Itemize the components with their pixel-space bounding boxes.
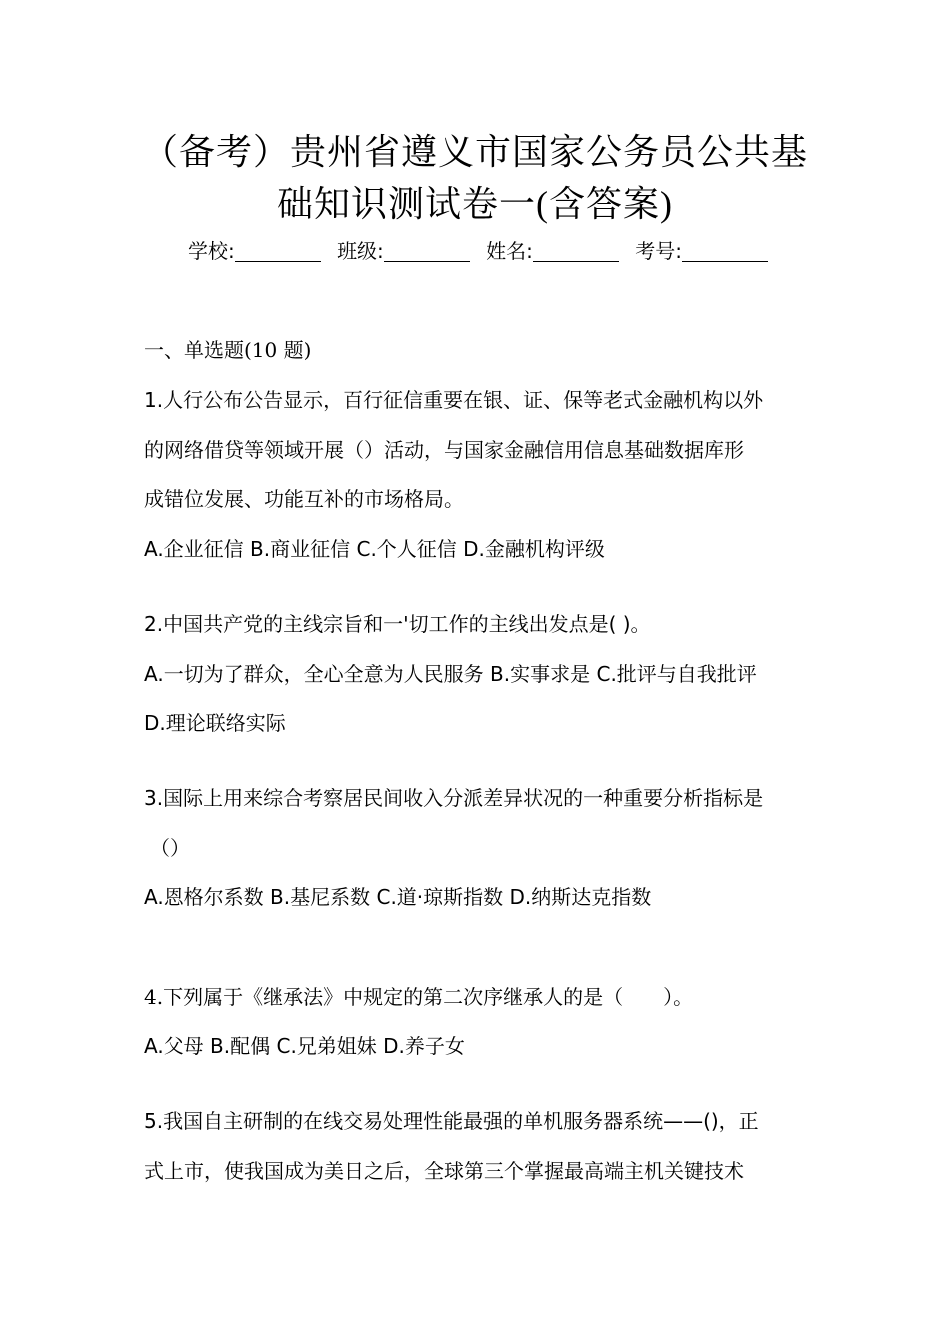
q1-stem-line-2: 的网络借贷等领域开展（）活动，与国家金融信用信息基础数据库形	[144, 438, 744, 462]
q2-options-line-2: D.理论联络实际	[144, 711, 286, 735]
school-blank[interactable]	[235, 241, 321, 262]
q3-options: A.恩格尔系数 B.基尼系数 C.道·琼斯指数 D.纳斯达克指数	[144, 885, 652, 909]
q4-options: A.父母 B.配偶 C.兄弟姐妹 D.养子女	[144, 1034, 465, 1058]
name-label: 姓名:	[486, 239, 533, 263]
name-blank[interactable]	[533, 241, 619, 262]
q5-stem-line-2: 式上市，使我国成为美日之后，全球第三个掌握最高端主机关键技术	[144, 1159, 744, 1183]
school-label: 学校:	[187, 239, 235, 263]
q4-stem: 4.下列属于《继承法》中规定的第二次序继承人的是（ ）。	[144, 985, 694, 1009]
q1-stem-line-3: 成错位发展、功能互补的市场格局。	[144, 487, 464, 511]
class-label: 班级:	[337, 239, 384, 263]
exam-number-blank[interactable]	[682, 241, 768, 262]
exam-number-label: 考号:	[635, 239, 683, 263]
student-info-fields	[0, 236, 950, 266]
q5-stem-line-1: 5.我国自主研制的在线交易处理性能最强的单机服务器系统——()，正	[144, 1109, 759, 1133]
q3-stem-line-2: （）	[150, 836, 190, 860]
section-heading: 一、单选题(10 题)	[144, 338, 312, 362]
document-title-line-1: （备考）贵州省遵义市国家公务员公共基	[141, 132, 808, 172]
document-title-line-2: 础知识测试卷一(含答案)	[277, 184, 673, 224]
q2-options-line-1: A.一切为了群众，全心全意为人民服务 B.实事求是 C.批评与自我批评	[144, 662, 757, 686]
q2-stem: 2.中国共产党的主线宗旨和一'切工作的主线出发点是( )。	[144, 612, 651, 636]
q3-stem-line-1: 3.国际上用来综合考察居民间收入分派差异状况的一种重要分析指标是	[144, 786, 764, 810]
q1-options: A.企业征信 B.商业征信 C.个人征信 D.金融机构评级	[144, 537, 605, 561]
q1-stem-line-1: 1.人行公布公告显示，百行征信重要在银、证、保等老式金融机构以外	[144, 388, 764, 412]
class-blank[interactable]	[384, 241, 470, 262]
